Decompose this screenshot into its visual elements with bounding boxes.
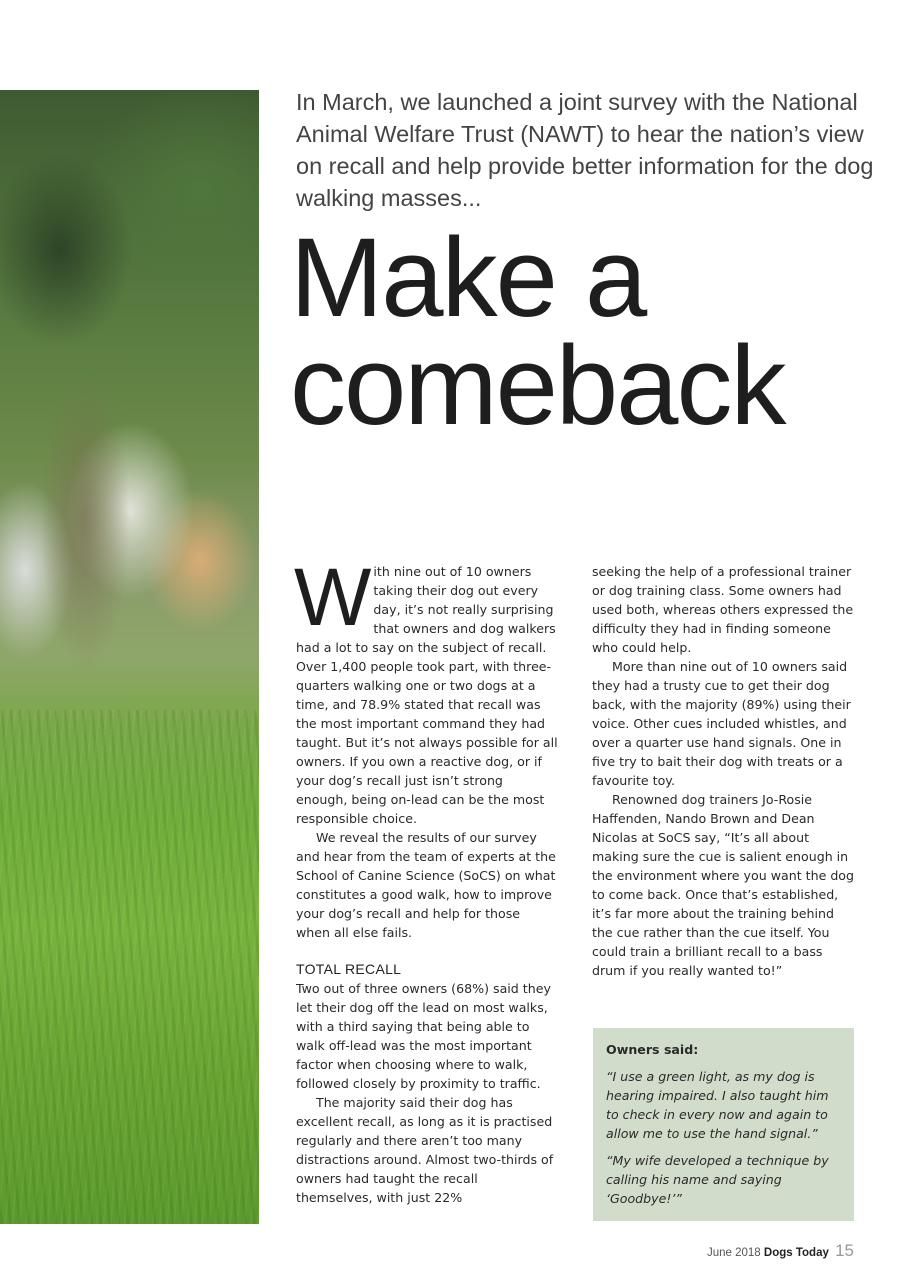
quote-1: “I use a green light, as my dog is hearing impaired. I also taught him to check in every now and again to allow me to use the hand signal.” [606, 1069, 829, 1141]
body-column-right [592, 562, 857, 980]
body-column-left [296, 508, 558, 1207]
body-paragraph-3: Two out of three owners (68%) said they let their dog off the lead on most walks, with a third saying that being able to walk off-lead was the most important factor when choosing where to walk, followed closely by proximity to traffic. [296, 981, 551, 1091]
footer-date: June 2018 [706, 1247, 761, 1259]
drop-cap: W [294, 552, 372, 643]
headline: Make a comeback [290, 215, 785, 448]
body-paragraph-6: More than nine out of 10 owners said they had a trusty cue to get their dog back, with the majority (89%) using their voice. Other cues included whistles, and over a quarter use hand signals. One in five try to bait their dog with treats or a favourite toy. [592, 659, 851, 788]
intro-text: In March, we launched a joint survey with the National Animal Welfare Trust (NAWT) to hear the nation’s view on recall and help provide better information for the dog walking masses... [296, 89, 874, 211]
footer-magazine: Dogs Today [763, 1247, 829, 1259]
grass-texture [0, 710, 259, 1224]
page-footer [707, 1241, 854, 1261]
grass-photo [0, 90, 259, 1224]
body-paragraph-1 [296, 508, 558, 828]
body-paragraph-4: The majority said their dog has excellent recall, as long as it is practised regularly and there aren’t too many distractions around. Almost two-thirds of owners had taught the recall themselves, with just 22% [296, 1095, 554, 1205]
owners-said-box [593, 1028, 854, 1221]
body-paragraph-5: seeking the help of a professional trainer or dog training class. Some owners had used both, whereas others expressed the difficulty they had in finding someone who could help. [592, 564, 854, 655]
body-paragraph-1-text: ith nine out of 10 owners taking their dog out every day, it’s not really surprising that owners and dog walkers had a lot to say on the subject of recall. Over 1,400 people took part, with three-quarters walking one or two dogs at a time, and 78.9% stated that recall was the most important command they had taught. But it’s not always possible for all owners. If you own a reactive dog, or if your dog’s recall just isn’t strong enough, being on-lead can be the most responsible choice. [296, 564, 558, 826]
quote-2: “My wife developed a technique by calling his name and saying ‘Goodbye!’” [606, 1153, 829, 1206]
body-paragraph-2: We reveal the results of our survey and hear from the team of experts at the School of Canine Science (SoCS) on what constitutes a good walk, how to improve your dog’s recall and help for those when all else fails. [296, 830, 556, 940]
quote-box-title: Owners said: [606, 1042, 699, 1057]
page-number: 15 [835, 1241, 854, 1260]
section-subhead: TOTAL RECALL [296, 961, 402, 977]
body-paragraph-7: Renowned dog trainers Jo-Rosie Haffenden, Nando Brown and Dean Nicolas at SoCS say, “It’s all about making sure the cue is salient enough in the environment where you want the dog to come back. Once that’s established, it’s far more about the training behind the cue rather than the cue itself. You could train a brilliant recall to a bass drum if you really wanted to!” [592, 792, 855, 978]
